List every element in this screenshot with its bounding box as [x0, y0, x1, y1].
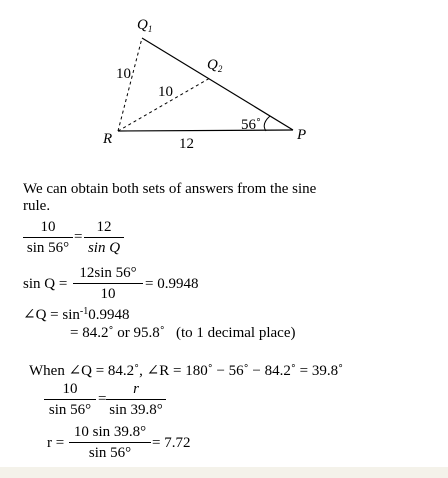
eq4: = 84.2˚ or 95.8˚ (to 1 decimal place)	[70, 325, 296, 341]
triangle-diagram	[0, 0, 448, 178]
side-R-P	[118, 130, 293, 131]
eq2-result: = 0.9948	[145, 276, 199, 292]
eq2-lhs: sin Q =	[23, 276, 68, 292]
side-RP-length: 12	[179, 136, 194, 152]
bottom-strip	[0, 467, 448, 478]
intro-line-2: rule.	[23, 198, 51, 214]
eq1-right-fraction: 12 sin Q	[84, 220, 124, 256]
point-Q1-label: $Q_1$	[137, 17, 153, 34]
angle-arc-P	[264, 116, 270, 131]
eq5-equals: =	[98, 391, 107, 407]
eq6-fraction: 10 sin 39.8° sin 56°	[69, 425, 151, 461]
eq6-result: = 7.72	[152, 435, 191, 451]
side-RQ1-length: 10	[116, 66, 131, 82]
side-R-Q1	[118, 38, 142, 131]
eq2-fraction: 12sin 56° 10	[73, 266, 143, 302]
eq3: ∠Q = $\sin^{-1}0.9948$	[23, 306, 130, 323]
when-line: When ∠Q = 84.2˚, ∠R = 180˚ − 56˚ − 84.2˚ = 39.8˚	[29, 363, 344, 379]
eq6-lhs: r =	[47, 435, 65, 451]
eq5-left-fraction: 10 sin 56°	[44, 382, 96, 418]
intro-line-1: We can obtain both sets of answers from the sine	[23, 181, 317, 197]
point-Q2-label: $Q_2$	[207, 57, 223, 74]
eq5-right-fraction: r sin 39.8°	[106, 382, 166, 418]
point-P-label: P	[297, 127, 307, 143]
angle-P-label: 56˚	[241, 117, 261, 133]
side-RQ2-length: 10	[158, 84, 173, 100]
eq1-equals: =	[74, 229, 83, 245]
eq1-left-fraction: 10 sin 56°	[23, 220, 73, 256]
point-R-label: R	[103, 131, 113, 147]
